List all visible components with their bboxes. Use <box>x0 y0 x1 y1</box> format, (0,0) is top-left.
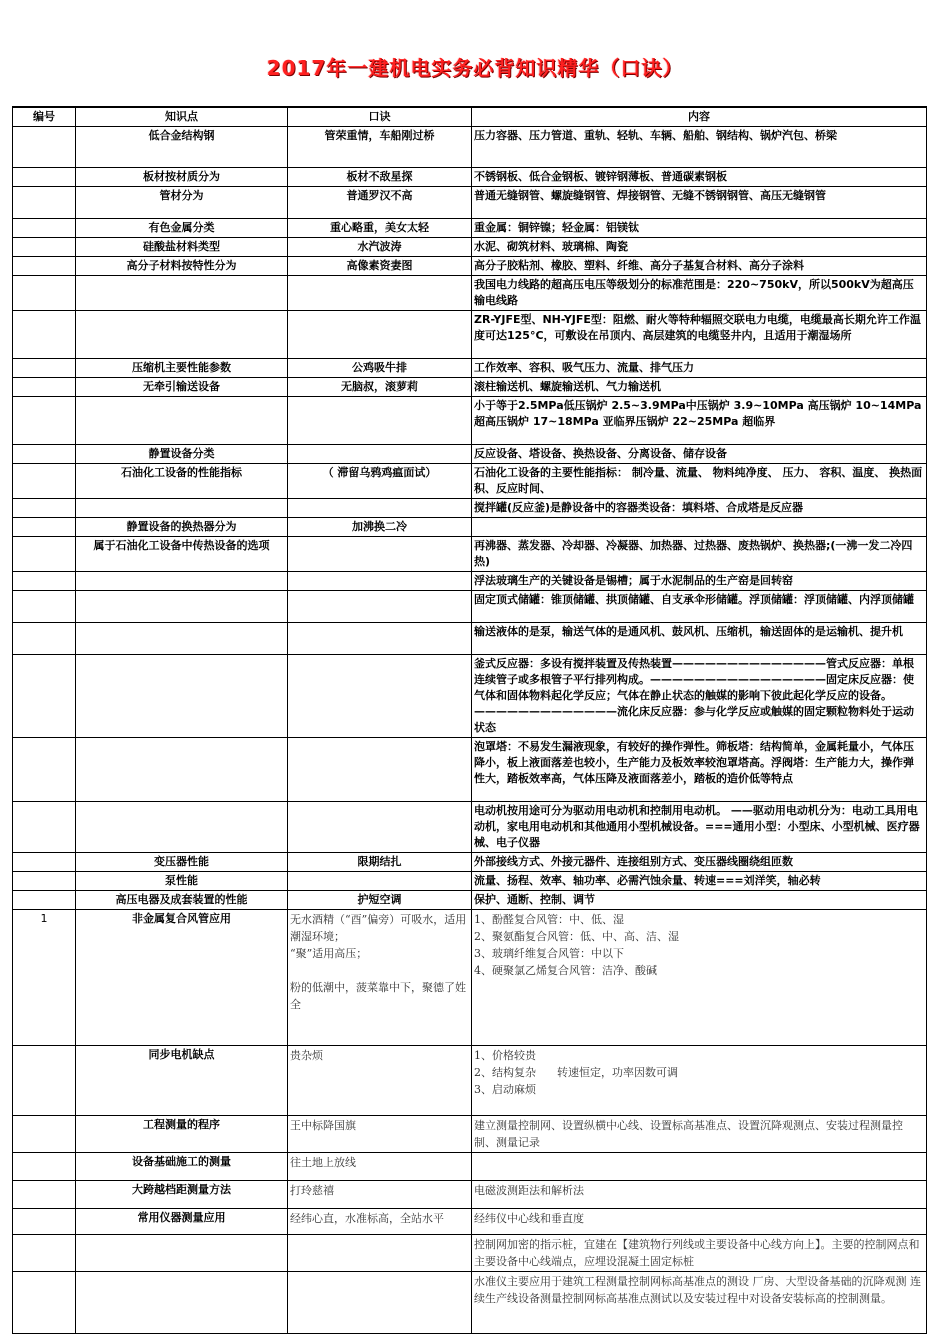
cell-number <box>13 1153 76 1181</box>
cell-mnemonic: 王中标降国旗 <box>288 1116 472 1153</box>
table-row <box>13 853 927 872</box>
table-row <box>13 572 927 591</box>
cell-topic: 压缩机主要性能参数 <box>76 359 288 378</box>
cell-content: 重金属：铜锌镍；轻金属：铝镁钛 <box>472 219 927 238</box>
cell-topic: 管材分为 <box>76 187 288 219</box>
cell-mnemonic <box>288 397 472 445</box>
cell-topic <box>76 397 288 445</box>
table-row <box>13 738 927 802</box>
cell-content: 泡罩塔：不易发生漏液现象，有较好的操作弹性。筛板塔：结构简单，金属耗量小，气体压降小，板上液面落差也较小，生产能力及板效率较泡罩塔高。浮阀塔：生产能力大，操作弹性大，踏板效率高，气体压降及液面落差小，踏板的造价低等特点 <box>472 738 927 802</box>
cell-number <box>13 891 76 910</box>
cell-topic <box>76 802 288 853</box>
cell-number <box>13 572 76 591</box>
table-row <box>13 168 927 187</box>
table-row <box>13 499 927 518</box>
cell-content: 建立测量控制网、设置纵横中心线、设置标高基准点、设置沉降观测点、安装过程测量控制、测量记录 <box>472 1116 927 1153</box>
cell-number <box>13 464 76 499</box>
cell-mnemonic <box>288 1235 472 1272</box>
cell-mnemonic: （ 滞留乌鸦鸡瘟面试） <box>288 464 472 499</box>
cell-number: 1 <box>13 910 76 1046</box>
cell-content: 压力容器、压力管道、重轨、轻轨、车辆、船舶、钢结构、锅炉汽包、桥梁 <box>472 127 927 168</box>
cell-topic: 泵性能 <box>76 872 288 891</box>
cell-topic: 有色金属分类 <box>76 219 288 238</box>
table-row <box>13 655 927 738</box>
content-line: 2、聚氨酯复合风管：低、中、高、洁、湿 <box>474 930 679 943</box>
cell-number <box>13 518 76 537</box>
cell-number <box>13 655 76 738</box>
cell-topic <box>76 738 288 802</box>
table-row <box>13 397 927 445</box>
cell-number <box>13 238 76 257</box>
cell-mnemonic: 管荣重情，车船刚过桥 <box>288 127 472 168</box>
content-line: 1、价格较贵 <box>474 1049 536 1062</box>
cell-topic: 石油化工设备的性能指标 <box>76 464 288 499</box>
cell-topic: 高分子材料按特性分为 <box>76 257 288 276</box>
cell-mnemonic <box>288 872 472 891</box>
table-row <box>13 1235 927 1272</box>
cell-content: 水泥、砌筑材料、玻璃棉、陶瓷 <box>472 238 927 257</box>
table-row <box>13 1116 927 1153</box>
cell-mnemonic <box>288 738 472 802</box>
table-row <box>13 219 927 238</box>
cell-mnemonic <box>288 802 472 853</box>
cell-topic: 静置设备的换热器分为 <box>76 518 288 537</box>
cell-mnemonic <box>288 276 472 311</box>
cell-number <box>13 738 76 802</box>
cell-number <box>13 802 76 853</box>
cell-number <box>13 219 76 238</box>
cell-number <box>13 127 76 168</box>
table-row <box>13 591 927 623</box>
table-row <box>13 445 927 464</box>
header-content: 内容 <box>472 107 927 127</box>
cell-topic <box>76 311 288 359</box>
cell-topic: 常用仪器测量应用 <box>76 1209 288 1235</box>
cell-topic <box>76 1272 288 1334</box>
cell-content: 经纬仪中心线和垂直度 <box>472 1209 927 1235</box>
cell-mnemonic: 经纬心直，水准标高，全站水平 <box>288 1209 472 1235</box>
cell-topic: 低合金结构钢 <box>76 127 288 168</box>
knowledge-table <box>12 106 927 1334</box>
cell-content: 工作效率、容积、吸气压力、流量、排气压力 <box>472 359 927 378</box>
table-row <box>13 802 927 853</box>
cell-number <box>13 591 76 623</box>
cell-content: 不锈钢板、低合金钢板、镀锌钢薄板、普通碳素钢板 <box>472 168 927 187</box>
table-row <box>13 1209 927 1235</box>
cell-content: 水准仪主要应用于建筑工程测量控制网标高基准点的测设 厂房、大型设备基础的沉降观测 连续生产线设备测量控制网标高基准点测试以及安装过程中对设备安装标高的控制测量。 <box>472 1272 927 1334</box>
cell-mnemonic: 重心略重，美女太轻 <box>288 219 472 238</box>
cell-mnemonic: 公鸡吸牛排 <box>288 359 472 378</box>
header-topic: 知识点 <box>76 107 288 127</box>
cell-topic <box>76 499 288 518</box>
cell-mnemonic: 板材不敌星探 <box>288 168 472 187</box>
content-line: 2、结构复杂 转速恒定，功率因数可调 <box>474 1066 678 1079</box>
content-line: 4、硬聚氯乙烯复合风管：洁净、酸碱 <box>474 964 657 977</box>
cell-topic <box>76 1235 288 1272</box>
table-row <box>13 623 927 655</box>
table-row <box>13 891 927 910</box>
cell-content: 输送液体的是泵，输送气体的是通风机、鼓风机、压缩机，输送固体的是运输机、提升机 <box>472 623 927 655</box>
cell-number <box>13 276 76 311</box>
cell-content: 小于等于2.5MPa低压锅炉 2.5~3.9MPa中压锅炉 3.9~10MPa 高压锅炉 10~14MPa超高压锅炉 17~18MPa 亚临界压锅炉 22~25MPa 超临界 <box>472 397 927 445</box>
cell-content: 我国电力线路的超高压电压等级划分的标准范围是：220~750kV，所以500kV为超高压输电线路 <box>472 276 927 311</box>
cell-content: 高分子胶粘剂、橡胶、塑料、纤维、高分子基复合材料、高分子涂料 <box>472 257 927 276</box>
cell-number <box>13 623 76 655</box>
cell-topic: 变压器性能 <box>76 853 288 872</box>
cell-mnemonic: 水汽波涛 <box>288 238 472 257</box>
table-row <box>13 537 927 572</box>
cell-topic: 同步电机缺点 <box>76 1046 288 1116</box>
cell-number <box>13 1209 76 1235</box>
knowledge-sheet <box>12 106 926 1334</box>
cell-content: 电磁波测距法和解析法 <box>472 1181 927 1209</box>
cell-mnemonic: 护短空调 <box>288 891 472 910</box>
cell-number <box>13 359 76 378</box>
cell-mnemonic <box>288 655 472 738</box>
cell-mnemonic: 贵杂烦 <box>288 1046 472 1116</box>
cell-content: 反应设备、塔设备、换热设备、分离设备、储存设备 <box>472 445 927 464</box>
header-number: 编号 <box>13 107 76 127</box>
cell-mnemonic: 高像素资妻图 <box>288 257 472 276</box>
table-row <box>13 1046 927 1116</box>
table-row <box>13 276 927 311</box>
cell-content: 釜式反应器：多设有搅拌装置及传热装置——————————————管式反应器：单根连续管子或多根管子平行排列构成。————————————————固定床反应器：使气体和固体物料起化学反应；气体在静止状态的触媒的影响下彼此起化学反应的设备。—————————————流化床反应器：参与化学反应或触媒的固定颗粒物料处于运动状态 <box>472 655 927 738</box>
cell-topic: 高压电器及成套装置的性能 <box>76 891 288 910</box>
table-row <box>13 378 927 397</box>
cell-mnemonic: 往土地上放线 <box>288 1153 472 1181</box>
cell-content <box>472 518 927 537</box>
cell-mnemonic <box>288 445 472 464</box>
cell-mnemonic <box>288 623 472 655</box>
cell-number <box>13 537 76 572</box>
cell-mnemonic <box>288 311 472 359</box>
cell-content: 搅拌罐(反应釜)是静设备中的容器类设备：填料塔、合成塔是反应器 <box>472 499 927 518</box>
cell-topic <box>76 572 288 591</box>
cell-topic <box>76 591 288 623</box>
cell-topic <box>76 276 288 311</box>
cell-mnemonic <box>288 572 472 591</box>
cell-content: 流量、扬程、效率、轴功率、必需汽蚀余量、转速===刘洋笑，轴必转 <box>472 872 927 891</box>
cell-topic: 设备基础施工的测量 <box>76 1153 288 1181</box>
cell-content: ZR-YJFE型、NH-YJFE型：阻燃、耐火等特种辐照交联电力电缆，电缆最高长期允许工作温度可达125°C，可敷设在吊顶内、高层建筑的电缆竖井内，且适用于潮湿场所 <box>472 311 927 359</box>
cell-mnemonic: 加沸换二冷 <box>288 518 472 537</box>
cell-content: 石油化工设备的主要性能指标： 制冷量、流量、 物料纯净度、 压力、 容积、温度、 换热面积、反应时间、 <box>472 464 927 499</box>
cell-content: 滚柱输送机、螺旋输送机、气力输送机 <box>472 378 927 397</box>
cell-content: 控制网加密的指示桩，宜建在【建筑物行列线或主要设备中心线方向上】。主要的控制网点和主要设备中心线端点，应埋设混凝土固定标桩 <box>472 1235 927 1272</box>
cell-number <box>13 311 76 359</box>
cell-mnemonic <box>288 1272 472 1334</box>
cell-topic: 工程测量的程序 <box>76 1116 288 1153</box>
cell-number <box>13 1272 76 1334</box>
table-row <box>13 910 927 1046</box>
table-row <box>13 238 927 257</box>
content-line: 3、启动麻烦 <box>474 1083 536 1096</box>
cell-topic <box>76 655 288 738</box>
table-row <box>13 1181 927 1209</box>
cell-content: 保护、通断、控制、调节 <box>472 891 927 910</box>
table-row <box>13 359 927 378</box>
cell-content <box>472 910 927 1046</box>
cell-mnemonic: 无水酒精（“酉”偏旁）可吸水，适用潮湿环境； “聚”适用高压； 粉的低潮中，菠菜靠中下，聚德了姓全 <box>288 910 472 1046</box>
cell-mnemonic: 普通罗汉不高 <box>288 187 472 219</box>
cell-content <box>472 1153 927 1181</box>
cell-topic: 硅酸盐材料类型 <box>76 238 288 257</box>
cell-content: 再沸器、蒸发器、冷却器、冷凝器、加热器、过热器、废热锅炉、换热器;(一沸一发二冷四热) <box>472 537 927 572</box>
header-mnemonic: 口诀 <box>288 107 472 127</box>
cell-number <box>13 1181 76 1209</box>
table-row <box>13 872 927 891</box>
cell-mnemonic <box>288 499 472 518</box>
table-row <box>13 127 927 168</box>
table-row <box>13 187 927 219</box>
cell-number <box>13 378 76 397</box>
cell-content: 外部接线方式、外接元器件、连接组别方式、变压器线圈绕组匝数 <box>472 853 927 872</box>
cell-number <box>13 397 76 445</box>
cell-mnemonic: 打玲慈禧 <box>288 1181 472 1209</box>
cell-mnemonic: 限期结扎 <box>288 853 472 872</box>
cell-number <box>13 1235 76 1272</box>
table-row <box>13 1153 927 1181</box>
cell-topic: 大跨越档距测量方法 <box>76 1181 288 1209</box>
cell-number <box>13 853 76 872</box>
cell-topic: 板材按材质分为 <box>76 168 288 187</box>
cell-content: 浮法玻璃生产的关键设备是锡槽；属于水泥制品的生产窑是回转窑 <box>472 572 927 591</box>
content-line: 1、酚醛复合风管：中、低、湿 <box>474 913 624 926</box>
table-row <box>13 257 927 276</box>
page-title: 2017年一建机电实务必背知识精华（口诀） <box>266 56 684 80</box>
cell-number <box>13 168 76 187</box>
cell-content: 固定顶式储罐：锥顶储罐、拱顶储罐、自支承伞形储罐。浮顶储罐：浮顶储罐、内浮顶储罐 <box>472 591 927 623</box>
cell-topic: 静置设备分类 <box>76 445 288 464</box>
cell-mnemonic: 无脑叔，滚萝莉 <box>288 378 472 397</box>
cell-content: 普通无缝钢管、螺旋缝钢管、焊接钢管、无缝不锈钢钢管、高压无缝钢管 <box>472 187 927 219</box>
cell-number <box>13 872 76 891</box>
cell-number <box>13 499 76 518</box>
table-row <box>13 518 927 537</box>
table-header-row <box>13 107 927 127</box>
cell-content: 电动机按用途可分为驱动用电动机和控制用电动机。 ——驱动用电动机分为：电动工具用电动机，家电用电动机和其他通用小型机械设备。===通用小型：小型床、小型机械、医疗器械、电子仪器 <box>472 802 927 853</box>
cell-topic: 属于石油化工设备中传热设备的选项 <box>76 537 288 572</box>
cell-number <box>13 1116 76 1153</box>
cell-topic: 无牵引输送设备 <box>76 378 288 397</box>
table-row <box>13 464 927 499</box>
table-row <box>13 1272 927 1334</box>
cell-topic <box>76 623 288 655</box>
cell-topic: 非金属复合风管应用 <box>76 910 288 1046</box>
table-row <box>13 311 927 359</box>
cell-number <box>13 187 76 219</box>
cell-number <box>13 445 76 464</box>
cell-mnemonic <box>288 591 472 623</box>
cell-content <box>472 1046 927 1116</box>
cell-number <box>13 1046 76 1116</box>
content-line: 3、玻璃纤维复合风管：中以下 <box>474 947 624 960</box>
cell-number <box>13 257 76 276</box>
cell-mnemonic <box>288 537 472 572</box>
